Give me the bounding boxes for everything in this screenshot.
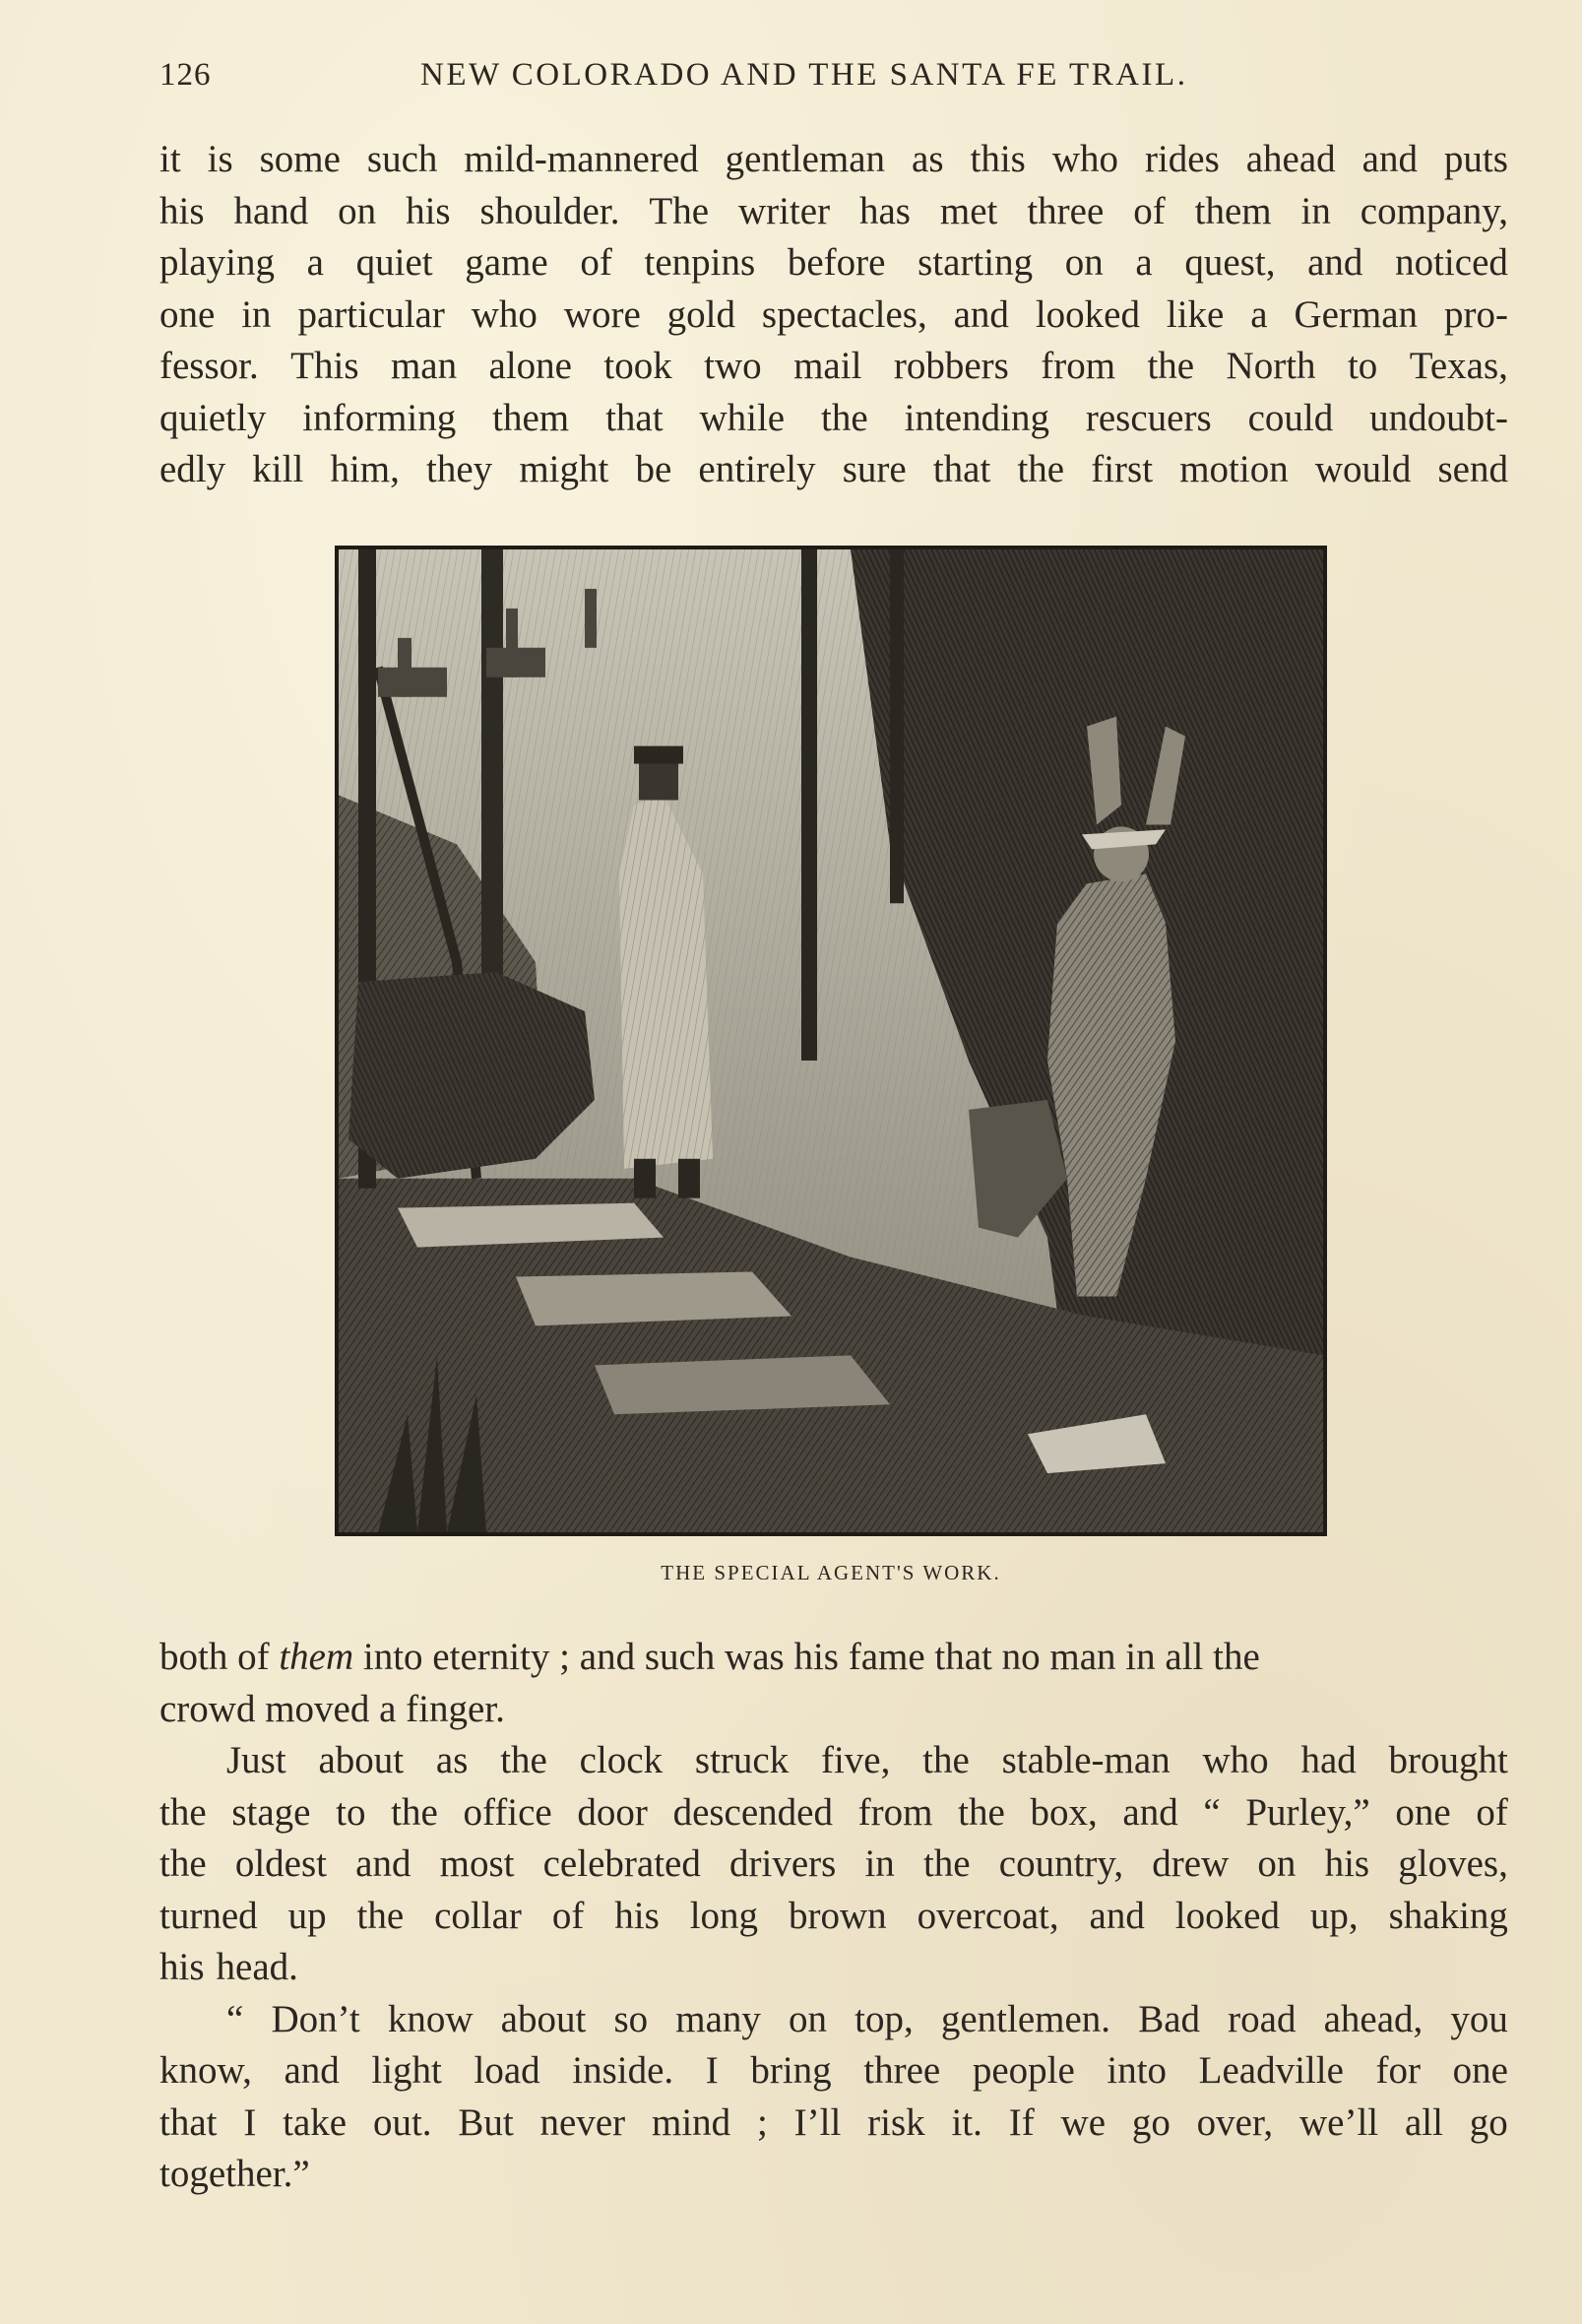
text-line: it is some such mild-mannered gentleman as this who rides ahead and puts — [159, 138, 1508, 180]
text-line: edly kill him, they might be entirely sure that the first motion would send — [159, 448, 1508, 490]
text-line: playing a quiet game of tenpins before starting on a quest, and noticed — [159, 241, 1508, 284]
text-line: the stage to the office door descended from the box, and “ Purley,” one of — [159, 1790, 1508, 1834]
text-line: one in particular who wore gold spectacles, and looked like a German pro- — [159, 292, 1508, 336]
running-head — [159, 57, 1508, 100]
paragraph-2 — [159, 1735, 1508, 1994]
text-line: crowd moved a finger. — [159, 1687, 505, 1730]
text-span: into eternity ; and such was his fame that no man in all the — [362, 1636, 1260, 1678]
page-number: 126 — [159, 57, 212, 93]
text-line: his head. — [159, 1946, 298, 1988]
text-line: his hand on his shoulder. The writer has met three of them in company, — [159, 189, 1508, 232]
text-line: that I take out. But never mind ; I’ll risk it. If we go over, we’ll all go — [159, 2100, 1508, 2144]
text-line: the oldest and most celebrated drivers in the country, drew on his gloves, — [159, 1842, 1508, 1885]
figure-caption: THE SPECIAL AGENT'S WORK. — [661, 1561, 1001, 1584]
text-span: both of — [159, 1636, 270, 1678]
text-line: know, and light load inside. I bring three people into Leadville for one — [159, 2049, 1508, 2092]
text-line — [159, 1632, 1508, 1684]
engraving-drawing — [339, 549, 1323, 1532]
text-line: fessor. This man alone took two mail robbers from the North to Texas, — [159, 345, 1508, 387]
text-line: quietly informing them that while the intending rescuers could undoubt- — [159, 396, 1508, 439]
running-title: NEW COLORADO AND THE SANTA FE TRAIL. — [420, 57, 1188, 93]
top-paragraph — [159, 134, 1508, 496]
text-line: “ Don’t know about so many on top, gentlemen. Bad road ahead, you — [226, 1997, 1508, 2040]
text-line: turned up the collar of his long brown overcoat, and looked up, shaking — [159, 1894, 1508, 1937]
text-line: Just about as the clock struck five, the stable-man who had brought — [226, 1739, 1508, 1781]
engraving-illustration — [335, 546, 1327, 1536]
text-line: together.” — [159, 2153, 310, 2195]
bottom-text — [159, 1632, 1508, 2201]
paragraph-3 — [159, 1994, 1508, 2201]
emphasized-word: them — [279, 1636, 354, 1678]
